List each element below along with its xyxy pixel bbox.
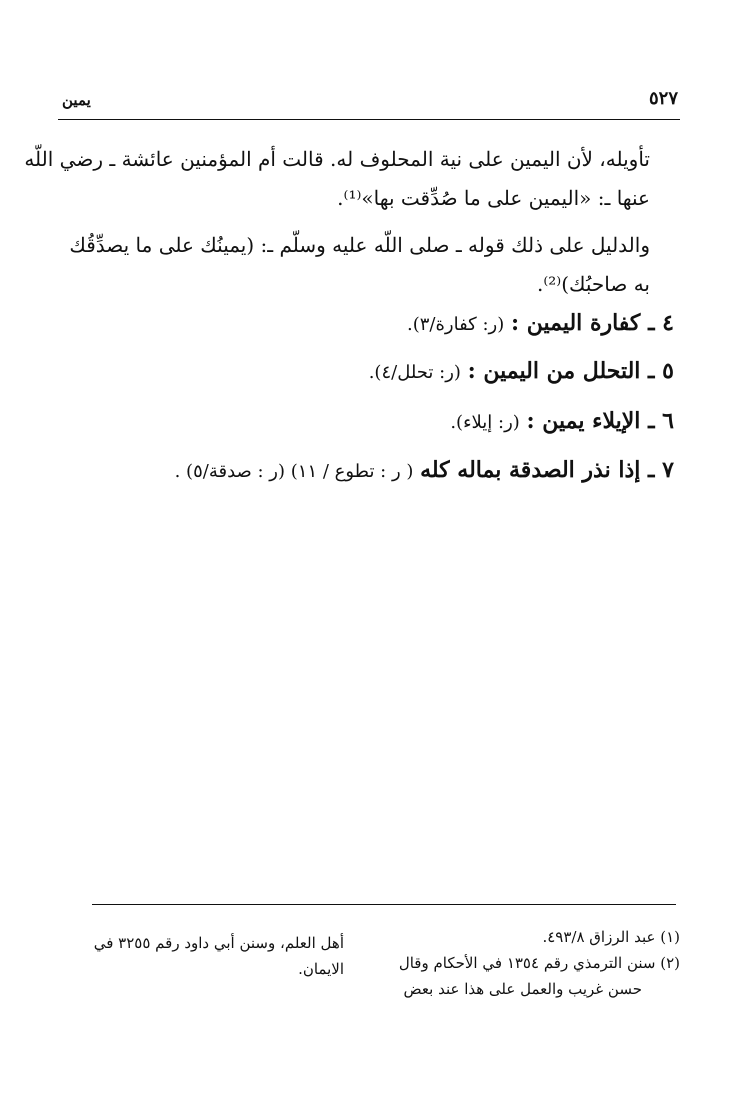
footnote-2-line-2: حسن غريب والعمل على هذا عند بعض — [403, 980, 642, 998]
cross-reference: (ر: كفارة/٣). — [406, 314, 505, 335]
section-item-4 — [407, 310, 674, 336]
paragraph-2-line-1: والدليل على ذلك قوله ـ صلى اللّه عليه وسلّم ـ: (يمينُك على ما يصدِّقُك — [69, 233, 650, 257]
section-item-7 — [175, 457, 674, 483]
paragraph-1 — [24, 140, 650, 218]
section-item-6 — [450, 408, 674, 434]
footnote-2-line-1: (٢) سنن الترمذي رقم ١٣٥٤ في الأحكام وقال — [398, 954, 680, 972]
footnote-2-continued-line-1: أهل العلم، وسنن أبي داود رقم ٣٢٥٥ في — [93, 934, 344, 952]
page-number: ٥٢٧ — [648, 88, 678, 109]
cross-reference: ( ر : تطوع / ١١) (ر : صدقة/٥) . — [174, 461, 414, 482]
cross-reference: (ر: إيلاء). — [450, 412, 520, 433]
header-divider — [58, 119, 680, 120]
cross-reference: (ر: تحلل/٤). — [368, 362, 461, 383]
footnote-2-continued-line-2: الايمان. — [298, 960, 344, 978]
paragraph-1-line-2: عنها ـ: «اليمين على ما صُدِّقت بها»⁽¹⁾. — [337, 186, 650, 210]
footnote-1: (١) عبد الرزاق ٤٩٣/٨. — [542, 928, 680, 946]
section-item-heading: ٤ ـ كفارة اليمين : — [510, 310, 674, 336]
section-item-heading: ٦ ـ الإيلاء يمين : — [526, 408, 674, 434]
paragraph-2-line-2: به صاحبُك)⁽²⁾. — [536, 272, 650, 296]
footnotes-column-right — [384, 924, 680, 1002]
paragraph-1-line-1: تأويله، لأن اليمين على نية المحلوف له. قالت أم المؤمنين عائشة ـ رضي اللّه — [24, 147, 650, 171]
footnotes-column-left — [84, 930, 344, 982]
paragraph-2 — [69, 226, 650, 304]
section-item-5 — [369, 358, 674, 384]
running-title: يمين — [62, 91, 91, 109]
footnote-divider — [92, 904, 676, 905]
section-item-heading: ٥ ـ التحلل من اليمين : — [467, 358, 674, 384]
section-item-heading: ٧ ـ إذا نذر الصدقة بماله كله — [420, 457, 674, 483]
